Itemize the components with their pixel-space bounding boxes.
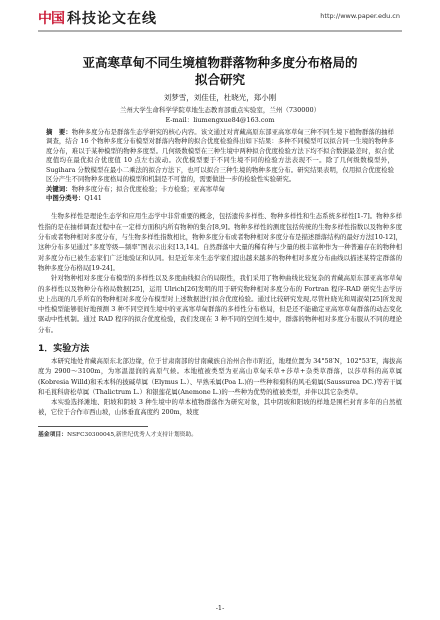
classification (38, 194, 402, 203)
methods-paragraph-2: 本实验选择滩地、阳坡和阴坡 3 种生境中的草本植物群落作为研究对象，其中阴坡和阳坡的样地是围栏封育多年的自然植被，它位于合作市西山坡，山体垂直高度约 200m，坡度 (38, 398, 402, 417)
abstract (38, 128, 402, 184)
affiliation: 兰州大学生命科学学院草地生态教育部重点实验室，兰州（730000） (119, 106, 321, 114)
abstract-label: 摘 要： (46, 128, 72, 136)
paper-title (38, 54, 402, 88)
keywords-text: 物种多度分布；拟合优度检验；卡方检验；亚高寒草甸 (71, 185, 225, 194)
logo-red-text: 中国 (38, 11, 64, 27)
title-line-1: 亚高寒草甸不同生境植物群落物种多度分布格局的 (82, 55, 358, 70)
title-line-2: 拟合研究 (194, 72, 245, 87)
section-heading-methods: 1．实验方法 (38, 344, 90, 354)
intro-paragraph-2: 针对物种相对多度分布模型的多样性以及多度曲线拟合的局限性，我们采用了物种曲线比较复杂的青藏高原东部亚高寒草甸的多样性以及物种分布格局数据[25]，运用 Ulrich[26]发明的用于研究物种相对多度分布的 Fortran 程序-RAD 研究生态学历史上出现的几乎所有的物种相对多度分布模型对上述数据进行拟合优度检验。通过比较研究发现,尽管杜晓光和周淑荣[25]所发现中性模型能够很好地预测 3 种不同空间生境中的亚高寒草甸群落的多样性分布格局，但是还不能确定亚高寒草甸群落的动态变化驱动中性机制。通过 RAD 程序的拟合优度检验，我们发现在 3 种不同的空间生境中，群落的物种相对多度分布服从不同的理论分布。 (38, 274, 402, 334)
page-number: -1- (215, 604, 225, 612)
site-logo[interactable] (38, 8, 157, 28)
footnote-label: 基金项目： (38, 431, 67, 438)
methods-paragraph-1: 本研究地处青藏高原东北部边缘，位于甘肃南部的甘南藏族自治州合作市附近，地理位置为 34°58′N，102°53′E，海拔高度为 2900～3100m，为寒温湿润的高原气候。本地植被类型为亚高山草甸禾草+莎草+杂类草群落，以莎草科的高草属(Kobresia Willd)和禾本科的披碱草属（Elymus L.）、早熟禾属(Poa L.)的一些种和菊科的风毛菊属(Saussurea DC.)等若干属和毛莨科唐松草属（Thalictrum L.）和银莲花属(Anemone L.)的一些种为优势的植被类型，并伴以其它杂类草。 (38, 357, 402, 396)
footnote-text: NSFC30300045,新世纪优秀人才支持计划资助。 (67, 431, 198, 438)
classification-code: Q141 (84, 194, 102, 203)
author-email[interactable]: E-mail：liumengxue84@163.com (165, 116, 275, 124)
funding-footnote (38, 429, 402, 438)
intro-paragraph-1: 生物多样性是理论生态学和应用生态学中非常重要的概念，包括遗传多样性、物种多样性和生态系统多样性[1-7]。物种多样性指的是在抽样调查过程中在一定样方面积内所有物种的集合[8,9]。物种多样性的测度包括传统的生物多样性指数以及物种多度分布或者物种相对多度分布，与生物多样性指数相比，物种多度分布或者物种相对多度分布是描述群落结构的最好方法[10-12]，这种分布多见通过“多度等级—频率”图表示出来[13,14]。自然群落中大量的稀有种与少量的极丰富种作为一种普遍存在的物种相对多度分布已被生态家们广泛地验证和认同。但是近年来生态学家们提出越来越多的物种相对多度分布曲线以描述某特定群落的物种多度分布格局[19-24]。 (38, 212, 402, 272)
paper-content (38, 38, 402, 438)
authors: 刘梦雪，刘佳佳，杜晓光，郑小刚 (163, 93, 277, 102)
classification-label: 中图分类号： (46, 194, 85, 203)
footnote-divider (38, 426, 148, 427)
abstract-text: 物种多度分布是群落生态学研究的核心内容。该文通过对青藏高原东部亚高寒草甸三种不同生境下植物群落的抽样调查，结合 16 个物种多度分布模型对群落内物种的拟合优度检验得出如下结果：多种不同模型可以拟合同一生境的物种多度分布，难以于某种模型的物种多度型。几何级数模型在三种生境中两种拟合优度检验方法下均不拟合数据最差时，拟合优度值均在最优拟合优度值 10 点左右波动。次优模型要于不同生境不同的检验方法表现不一。除了几何级数模型外，Sugihara 分数模型在最小二乘法的拟合方法下，也可以拟合三种生境的物种多度分布。研究结果表明，仅用拟合优度检验区分产生不同物种多度格局的模型和机制是不可靠的，需要做进一步的检验性实验研究。 (46, 128, 395, 184)
logo-black-text: 科技论文在线 (67, 11, 157, 27)
header-divider (38, 30, 402, 32)
site-url[interactable]: http://www.paper.edu.cn (320, 12, 400, 20)
keywords-label: 关键词： (46, 185, 72, 194)
